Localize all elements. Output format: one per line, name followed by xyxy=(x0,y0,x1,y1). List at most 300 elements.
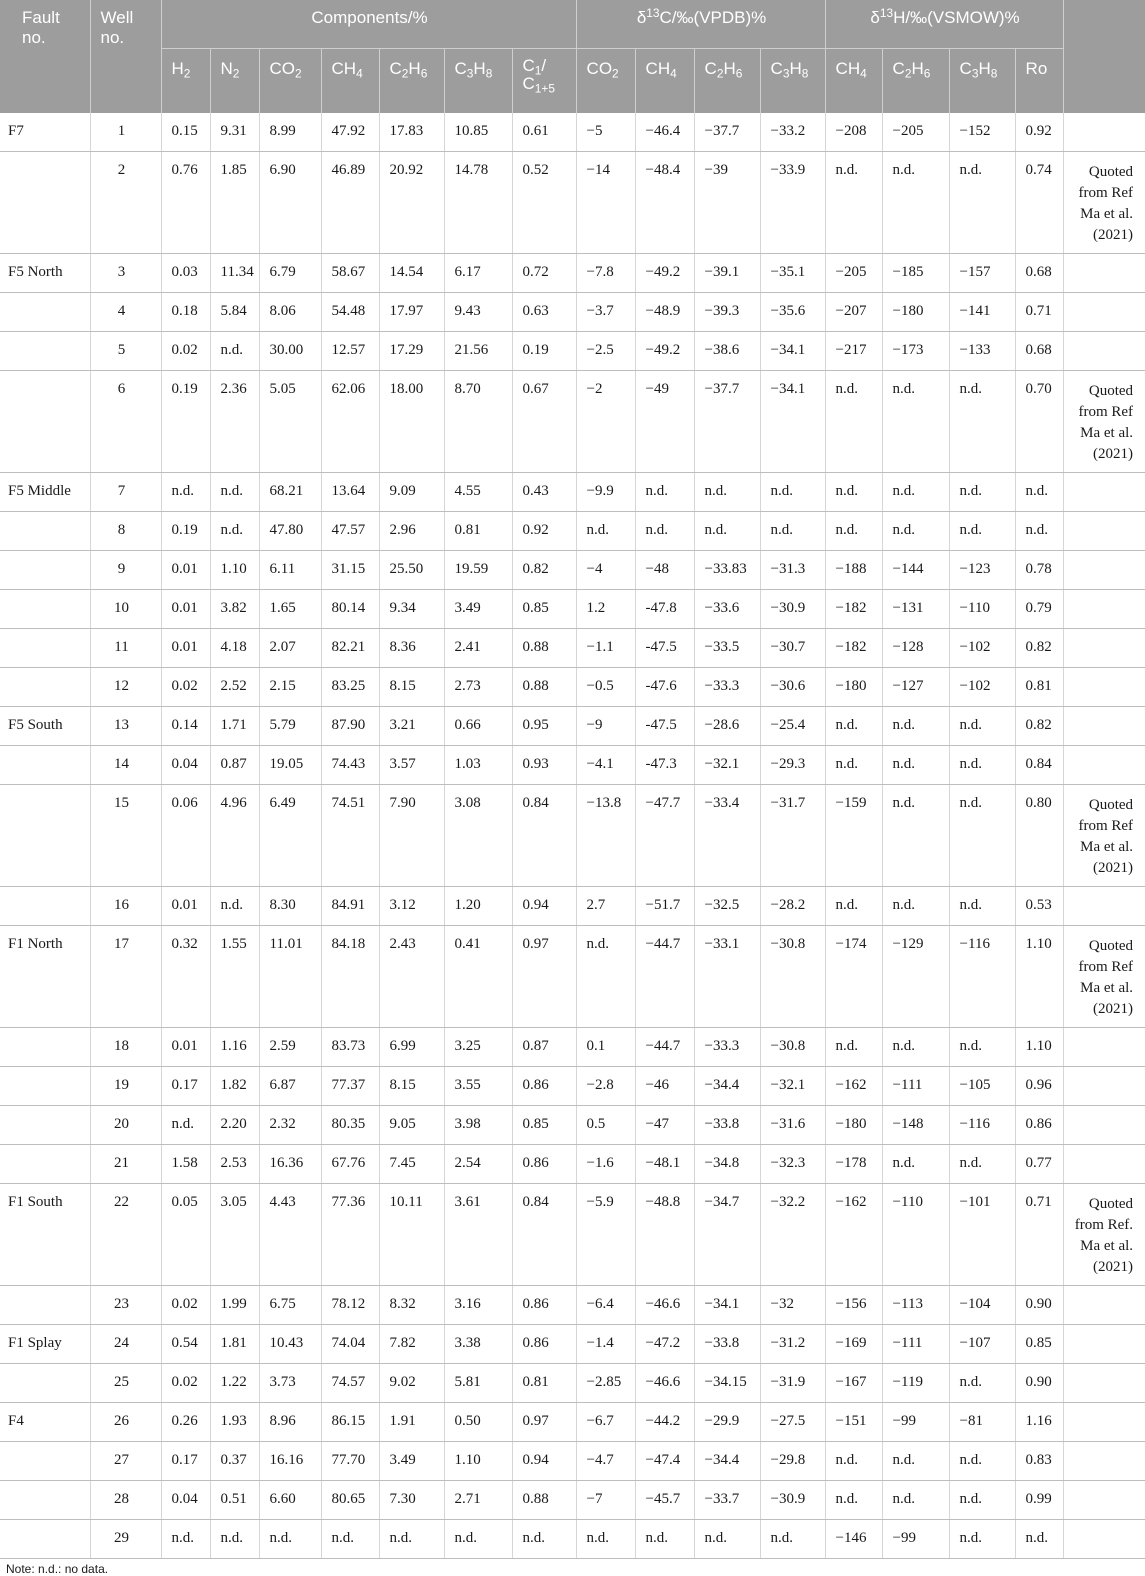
cell-h2: 0.01 xyxy=(161,629,210,668)
cell-d13h-c2h6: n.d. xyxy=(882,887,949,926)
cell-n2: 1.71 xyxy=(210,707,259,746)
cell-ro: 0.84 xyxy=(1015,746,1063,785)
cell-well: 21 xyxy=(90,1145,161,1184)
cell-d13h-c3h8: n.d. xyxy=(949,512,1015,551)
cell-fault xyxy=(0,629,90,668)
cell-well: 26 xyxy=(90,1403,161,1442)
cell-d13h-ch4: −146 xyxy=(825,1520,882,1559)
cell-d13c-co2: 0.1 xyxy=(576,1028,635,1067)
cell-c2h6: 10.11 xyxy=(379,1184,444,1286)
cell-c1-c1plus5: 0.97 xyxy=(512,926,576,1028)
cell-d13h-c2h6: −127 xyxy=(882,668,949,707)
cell-d13c-c2h6: −34.7 xyxy=(694,1184,760,1286)
cell-co2: 68.21 xyxy=(259,473,321,512)
cell-d13h-c3h8: −107 xyxy=(949,1325,1015,1364)
cell-ch4: 77.36 xyxy=(321,1184,379,1286)
cell-well: 22 xyxy=(90,1184,161,1286)
cell-d13c-c2h6: −34.15 xyxy=(694,1364,760,1403)
cell-d13h-ch4: n.d. xyxy=(825,746,882,785)
cell-well: 5 xyxy=(90,332,161,371)
table-row xyxy=(0,707,1145,746)
cell-ro: 0.77 xyxy=(1015,1145,1063,1184)
cell-h2: 0.17 xyxy=(161,1067,210,1106)
cell-d13h-c2h6: −144 xyxy=(882,551,949,590)
cell-d13h-ch4: −182 xyxy=(825,590,882,629)
cell-c3h8: 4.55 xyxy=(444,473,512,512)
table-row xyxy=(0,1184,1145,1286)
cell-d13h-ch4: n.d. xyxy=(825,512,882,551)
cell-d13h-c2h6: n.d. xyxy=(882,746,949,785)
cell-d13c-co2: −4.7 xyxy=(576,1442,635,1481)
cell-note xyxy=(1063,629,1145,668)
header-d13c-c2h6: $C_2H_6$ xyxy=(694,49,760,114)
cell-d13c-c3h8: −31.3 xyxy=(760,551,825,590)
cell-c1-c1plus5: 0.85 xyxy=(512,1106,576,1145)
cell-c3h8: 0.50 xyxy=(444,1403,512,1442)
cell-ro: 0.90 xyxy=(1015,1286,1063,1325)
cell-well: 28 xyxy=(90,1481,161,1520)
cell-well: 6 xyxy=(90,371,161,473)
cell-d13c-c3h8: −33.9 xyxy=(760,152,825,254)
cell-d13h-c2h6: n.d. xyxy=(882,152,949,254)
cell-ch4: n.d. xyxy=(321,1520,379,1559)
cell-d13c-co2: −2 xyxy=(576,371,635,473)
cell-d13h-c2h6: n.d. xyxy=(882,707,949,746)
cell-d13c-c3h8: n.d. xyxy=(760,1520,825,1559)
cell-ro: 0.92 xyxy=(1015,113,1063,152)
cell-d13c-c2h6: −33.8 xyxy=(694,1325,760,1364)
cell-d13c-c2h6: −34.1 xyxy=(694,1286,760,1325)
cell-c1-c1plus5: 0.88 xyxy=(512,1481,576,1520)
cell-d13c-ch4: −46 xyxy=(635,1067,694,1106)
cell-fault: F1 Splay xyxy=(0,1325,90,1364)
cell-note xyxy=(1063,512,1145,551)
cell-note xyxy=(1063,1106,1145,1145)
cell-h2: 0.04 xyxy=(161,746,210,785)
cell-ro: 1.10 xyxy=(1015,926,1063,1028)
cell-d13c-ch4: -47.8 xyxy=(635,590,694,629)
cell-d13c-c3h8: −30.8 xyxy=(760,1028,825,1067)
cell-well: 27 xyxy=(90,1442,161,1481)
cell-d13c-co2: −1.1 xyxy=(576,629,635,668)
cell-ch4: 80.35 xyxy=(321,1106,379,1145)
cell-fault xyxy=(0,887,90,926)
cell-d13c-ch4: -47.5 xyxy=(635,629,694,668)
cell-ro: 0.81 xyxy=(1015,668,1063,707)
cell-d13h-c2h6: n.d. xyxy=(882,785,949,887)
cell-ch4: 82.21 xyxy=(321,629,379,668)
cell-d13h-c3h8: n.d. xyxy=(949,1364,1015,1403)
cell-c2h6: 1.91 xyxy=(379,1403,444,1442)
cell-fault xyxy=(0,1520,90,1559)
cell-ch4: 84.18 xyxy=(321,926,379,1028)
cell-c3h8: 3.61 xyxy=(444,1184,512,1286)
cell-n2: 1.93 xyxy=(210,1403,259,1442)
cell-d13h-ch4: −188 xyxy=(825,551,882,590)
cell-d13c-c2h6: n.d. xyxy=(694,473,760,512)
cell-fault xyxy=(0,1442,90,1481)
cell-ro: 0.53 xyxy=(1015,887,1063,926)
cell-ro: 0.82 xyxy=(1015,707,1063,746)
cell-c1-c1plus5: 0.94 xyxy=(512,887,576,926)
cell-d13c-c3h8: −31.9 xyxy=(760,1364,825,1403)
cell-c1-c1plus5: 0.61 xyxy=(512,113,576,152)
cell-c3h8: 3.16 xyxy=(444,1286,512,1325)
cell-c2h6: 9.34 xyxy=(379,590,444,629)
cell-fault xyxy=(0,1106,90,1145)
cell-d13c-ch4: −48.8 xyxy=(635,1184,694,1286)
cell-fault: F1 South xyxy=(0,1184,90,1286)
cell-c1-c1plus5: 0.72 xyxy=(512,254,576,293)
cell-c2h6: 7.90 xyxy=(379,785,444,887)
cell-d13h-c3h8: −116 xyxy=(949,926,1015,1028)
cell-c2h6: 17.29 xyxy=(379,332,444,371)
cell-n2: 1.22 xyxy=(210,1364,259,1403)
cell-well: 15 xyxy=(90,785,161,887)
cell-ro: 0.79 xyxy=(1015,590,1063,629)
cell-c3h8: 3.49 xyxy=(444,590,512,629)
cell-d13h-ch4: −162 xyxy=(825,1067,882,1106)
header-n2: $N_2$ xyxy=(210,49,259,114)
cell-d13c-c2h6: n.d. xyxy=(694,1520,760,1559)
cell-c2h6: 14.54 xyxy=(379,254,444,293)
cell-n2: 11.34 xyxy=(210,254,259,293)
cell-note xyxy=(1063,254,1145,293)
cell-d13h-c2h6: −180 xyxy=(882,293,949,332)
cell-fault xyxy=(0,668,90,707)
cell-h2: 0.18 xyxy=(161,293,210,332)
cell-co2: 6.75 xyxy=(259,1286,321,1325)
cell-n2: 2.53 xyxy=(210,1145,259,1184)
cell-n2: 9.31 xyxy=(210,113,259,152)
cell-co2: 2.07 xyxy=(259,629,321,668)
cell-ch4: 12.57 xyxy=(321,332,379,371)
cell-well: 8 xyxy=(90,512,161,551)
cell-d13c-c3h8: −34.1 xyxy=(760,371,825,473)
cell-note xyxy=(1063,1364,1145,1403)
cell-well: 4 xyxy=(90,293,161,332)
cell-well: 2 xyxy=(90,152,161,254)
table-row xyxy=(0,371,1145,473)
cell-n2: 2.36 xyxy=(210,371,259,473)
cell-note xyxy=(1063,1067,1145,1106)
cell-n2: 1.99 xyxy=(210,1286,259,1325)
cell-d13h-c2h6: −111 xyxy=(882,1067,949,1106)
cell-h2: n.d. xyxy=(161,473,210,512)
cell-d13h-c3h8: −105 xyxy=(949,1067,1015,1106)
cell-d13c-ch4: −48.1 xyxy=(635,1145,694,1184)
cell-n2: n.d. xyxy=(210,1520,259,1559)
cell-well: 29 xyxy=(90,1520,161,1559)
cell-fault: F5 Middle xyxy=(0,473,90,512)
cell-co2: 11.01 xyxy=(259,926,321,1028)
cell-d13h-ch4: −178 xyxy=(825,1145,882,1184)
cell-d13h-c3h8: n.d. xyxy=(949,1442,1015,1481)
cell-d13h-c3h8: n.d. xyxy=(949,1145,1015,1184)
cell-c2h6: 8.32 xyxy=(379,1286,444,1325)
cell-c3h8: 2.71 xyxy=(444,1481,512,1520)
cell-well: 23 xyxy=(90,1286,161,1325)
cell-fault xyxy=(0,371,90,473)
cell-d13c-ch4: n.d. xyxy=(635,1520,694,1559)
cell-d13c-c3h8: −27.5 xyxy=(760,1403,825,1442)
cell-c2h6: 9.09 xyxy=(379,473,444,512)
cell-c3h8: 19.59 xyxy=(444,551,512,590)
header-d13h: $\delta^{13}H/‰(VSMOW)\%$ xyxy=(825,0,1063,49)
cell-c3h8: 1.10 xyxy=(444,1442,512,1481)
cell-ch4: 58.67 xyxy=(321,254,379,293)
cell-d13c-co2: 0.5 xyxy=(576,1106,635,1145)
cell-d13c-co2: −9.9 xyxy=(576,473,635,512)
cell-c3h8: 3.08 xyxy=(444,785,512,887)
cell-c3h8: 2.41 xyxy=(444,629,512,668)
cell-fault: F5 South xyxy=(0,707,90,746)
cell-co2: 3.73 xyxy=(259,1364,321,1403)
table-row xyxy=(0,1442,1145,1481)
cell-h2: 0.19 xyxy=(161,371,210,473)
cell-n2: 0.87 xyxy=(210,746,259,785)
cell-ch4: 31.15 xyxy=(321,551,379,590)
cell-d13c-c3h8: −34.1 xyxy=(760,332,825,371)
cell-d13h-ch4: −162 xyxy=(825,1184,882,1286)
cell-d13c-co2: −2.8 xyxy=(576,1067,635,1106)
cell-d13c-c3h8: n.d. xyxy=(760,512,825,551)
cell-co2: 6.79 xyxy=(259,254,321,293)
cell-h2: 0.02 xyxy=(161,1364,210,1403)
cell-d13c-co2: −6.4 xyxy=(576,1286,635,1325)
cell-d13h-ch4: −205 xyxy=(825,254,882,293)
header-components: Components/% xyxy=(161,0,576,49)
cell-ch4: 13.64 xyxy=(321,473,379,512)
cell-d13c-co2: n.d. xyxy=(576,1520,635,1559)
cell-c1-c1plus5: 0.86 xyxy=(512,1286,576,1325)
cell-co2: 16.36 xyxy=(259,1145,321,1184)
cell-d13h-ch4: n.d. xyxy=(825,1442,882,1481)
header-notes xyxy=(1063,0,1145,113)
table-row xyxy=(0,254,1145,293)
cell-c1-c1plus5: 0.84 xyxy=(512,1184,576,1286)
cell-d13c-c3h8: −35.6 xyxy=(760,293,825,332)
cell-d13c-ch4: −47.7 xyxy=(635,785,694,887)
cell-co2: 47.80 xyxy=(259,512,321,551)
cell-ch4: 80.14 xyxy=(321,590,379,629)
cell-d13c-c2h6: −33.7 xyxy=(694,1481,760,1520)
cell-d13c-co2: −1.6 xyxy=(576,1145,635,1184)
cell-co2: 1.65 xyxy=(259,590,321,629)
cell-fault xyxy=(0,1145,90,1184)
cell-d13c-ch4: -47.6 xyxy=(635,668,694,707)
table-row xyxy=(0,926,1145,1028)
cell-d13h-c3h8: n.d. xyxy=(949,746,1015,785)
cell-ro: 0.99 xyxy=(1015,1481,1063,1520)
cell-d13c-c2h6: −33.8 xyxy=(694,1106,760,1145)
cell-d13c-co2: −4 xyxy=(576,551,635,590)
table-row xyxy=(0,1481,1145,1520)
cell-c3h8: 6.17 xyxy=(444,254,512,293)
cell-note xyxy=(1063,1325,1145,1364)
cell-d13c-ch4: −49.2 xyxy=(635,254,694,293)
cell-n2: n.d. xyxy=(210,887,259,926)
cell-d13c-c3h8: −30.6 xyxy=(760,668,825,707)
cell-d13c-c3h8: −35.1 xyxy=(760,254,825,293)
cell-d13h-ch4: −174 xyxy=(825,926,882,1028)
cell-d13h-c3h8: −116 xyxy=(949,1106,1015,1145)
cell-d13c-c2h6: −39 xyxy=(694,152,760,254)
table-row xyxy=(0,1364,1145,1403)
cell-c3h8: 8.70 xyxy=(444,371,512,473)
cell-h2: 0.76 xyxy=(161,152,210,254)
cell-co2: 5.05 xyxy=(259,371,321,473)
cell-ro: 0.74 xyxy=(1015,152,1063,254)
cell-fault: F5 North xyxy=(0,254,90,293)
cell-ch4: 84.91 xyxy=(321,887,379,926)
table-row xyxy=(0,152,1145,254)
cell-d13h-ch4: −169 xyxy=(825,1325,882,1364)
cell-d13c-ch4: −48 xyxy=(635,551,694,590)
cell-d13c-c2h6: −33.4 xyxy=(694,785,760,887)
cell-h2: 0.26 xyxy=(161,1403,210,1442)
table-row xyxy=(0,1403,1145,1442)
cell-d13c-co2: −0.5 xyxy=(576,668,635,707)
cell-fault xyxy=(0,332,90,371)
cell-n2: 1.16 xyxy=(210,1028,259,1067)
cell-ch4: 46.89 xyxy=(321,152,379,254)
cell-d13h-c2h6: n.d. xyxy=(882,1028,949,1067)
cell-note xyxy=(1063,293,1145,332)
cell-ch4: 74.04 xyxy=(321,1325,379,1364)
cell-n2: 1.85 xyxy=(210,152,259,254)
cell-d13h-c3h8: n.d. xyxy=(949,473,1015,512)
cell-d13h-c2h6: n.d. xyxy=(882,1145,949,1184)
cell-d13c-c3h8: −31.6 xyxy=(760,1106,825,1145)
cell-ch4: 83.73 xyxy=(321,1028,379,1067)
cell-c3h8: 3.38 xyxy=(444,1325,512,1364)
cell-d13c-c2h6: −37.7 xyxy=(694,113,760,152)
cell-ch4: 78.12 xyxy=(321,1286,379,1325)
cell-d13h-c2h6: n.d. xyxy=(882,1481,949,1520)
cell-ch4: 77.37 xyxy=(321,1067,379,1106)
cell-d13h-ch4: −159 xyxy=(825,785,882,887)
cell-d13c-c3h8: −28.2 xyxy=(760,887,825,926)
header-d13h-c2h6: $C_2H_6$ xyxy=(882,49,949,114)
header-d13c-ch4: $CH_4$ xyxy=(635,49,694,114)
cell-co2: 10.43 xyxy=(259,1325,321,1364)
cell-ro: 0.83 xyxy=(1015,1442,1063,1481)
cell-d13c-ch4: −49 xyxy=(635,371,694,473)
cell-ch4: 86.15 xyxy=(321,1403,379,1442)
table-row xyxy=(0,551,1145,590)
cell-d13c-ch4: −46.6 xyxy=(635,1364,694,1403)
cell-ch4: 80.65 xyxy=(321,1481,379,1520)
cell-d13h-c3h8: n.d. xyxy=(949,1028,1015,1067)
cell-d13h-ch4: −180 xyxy=(825,1106,882,1145)
cell-co2: 6.11 xyxy=(259,551,321,590)
cell-n2: n.d. xyxy=(210,512,259,551)
cell-h2: 0.54 xyxy=(161,1325,210,1364)
cell-co2: 6.49 xyxy=(259,785,321,887)
cell-d13h-c2h6: −110 xyxy=(882,1184,949,1286)
cell-h2: 0.02 xyxy=(161,1286,210,1325)
cell-n2: n.d. xyxy=(210,332,259,371)
cell-note xyxy=(1063,1286,1145,1325)
cell-d13c-c2h6: −33.5 xyxy=(694,629,760,668)
cell-c1-c1plus5: 0.84 xyxy=(512,785,576,887)
cell-d13h-ch4: n.d. xyxy=(825,1028,882,1067)
cell-d13c-ch4: -47.3 xyxy=(635,746,694,785)
cell-d13c-c2h6: −32.5 xyxy=(694,887,760,926)
cell-d13c-c2h6: −39.3 xyxy=(694,293,760,332)
cell-note: Quoted from Ref Ma et al. (2021) xyxy=(1063,152,1145,254)
cell-d13c-co2: −1.4 xyxy=(576,1325,635,1364)
cell-c1-c1plus5: 0.85 xyxy=(512,590,576,629)
cell-c1-c1plus5: 0.88 xyxy=(512,668,576,707)
cell-co2: 8.96 xyxy=(259,1403,321,1442)
table-footnote: Note: n.d.: no data. xyxy=(6,1562,109,1576)
cell-d13c-ch4: −46.6 xyxy=(635,1286,694,1325)
cell-c1-c1plus5: n.d. xyxy=(512,1520,576,1559)
cell-d13h-c3h8: n.d. xyxy=(949,152,1015,254)
cell-c3h8: 2.54 xyxy=(444,1145,512,1184)
cell-d13c-ch4: −44.2 xyxy=(635,1403,694,1442)
cell-well: 14 xyxy=(90,746,161,785)
cell-ro: n.d. xyxy=(1015,1520,1063,1559)
cell-d13h-c3h8: n.d. xyxy=(949,371,1015,473)
cell-n2: 3.05 xyxy=(210,1184,259,1286)
cell-c3h8: 21.56 xyxy=(444,332,512,371)
cell-d13c-ch4: −49.2 xyxy=(635,332,694,371)
cell-c1-c1plus5: 0.19 xyxy=(512,332,576,371)
header-c3h8: $C_3H_8$ xyxy=(444,49,512,114)
cell-co2: 8.06 xyxy=(259,293,321,332)
cell-c2h6: 8.36 xyxy=(379,629,444,668)
cell-d13c-ch4: −48.9 xyxy=(635,293,694,332)
cell-d13h-c3h8: −133 xyxy=(949,332,1015,371)
cell-fault xyxy=(0,1364,90,1403)
cell-well: 12 xyxy=(90,668,161,707)
cell-d13c-co2: −4.1 xyxy=(576,746,635,785)
cell-c3h8: 0.81 xyxy=(444,512,512,551)
table-row xyxy=(0,668,1145,707)
cell-ro: 0.68 xyxy=(1015,254,1063,293)
cell-ro: n.d. xyxy=(1015,473,1063,512)
cell-d13h-ch4: −182 xyxy=(825,629,882,668)
cell-c3h8: 1.03 xyxy=(444,746,512,785)
cell-c3h8: 0.66 xyxy=(444,707,512,746)
header-h2: $H_2$ xyxy=(161,49,210,114)
cell-c1-c1plus5: 0.86 xyxy=(512,1325,576,1364)
cell-ro: 0.82 xyxy=(1015,629,1063,668)
cell-c2h6: 17.97 xyxy=(379,293,444,332)
cell-h2: 0.15 xyxy=(161,113,210,152)
cell-d13h-c2h6: −173 xyxy=(882,332,949,371)
cell-d13c-co2: −7.8 xyxy=(576,254,635,293)
cell-note: Quoted from Ref Ma et al. (2021) xyxy=(1063,926,1145,1028)
cell-d13c-co2: −7 xyxy=(576,1481,635,1520)
cell-c1-c1plus5: 0.52 xyxy=(512,152,576,254)
cell-d13h-c2h6: −99 xyxy=(882,1520,949,1559)
cell-d13h-c2h6: n.d. xyxy=(882,512,949,551)
cell-fault xyxy=(0,746,90,785)
cell-co2: 8.99 xyxy=(259,113,321,152)
cell-fault xyxy=(0,590,90,629)
cell-co2: 30.00 xyxy=(259,332,321,371)
table-row xyxy=(0,629,1145,668)
cell-h2: 0.04 xyxy=(161,1481,210,1520)
cell-co2: 2.59 xyxy=(259,1028,321,1067)
cell-c1-c1plus5: 0.87 xyxy=(512,1028,576,1067)
cell-d13h-c2h6: −185 xyxy=(882,254,949,293)
cell-d13c-ch4: −51.7 xyxy=(635,887,694,926)
